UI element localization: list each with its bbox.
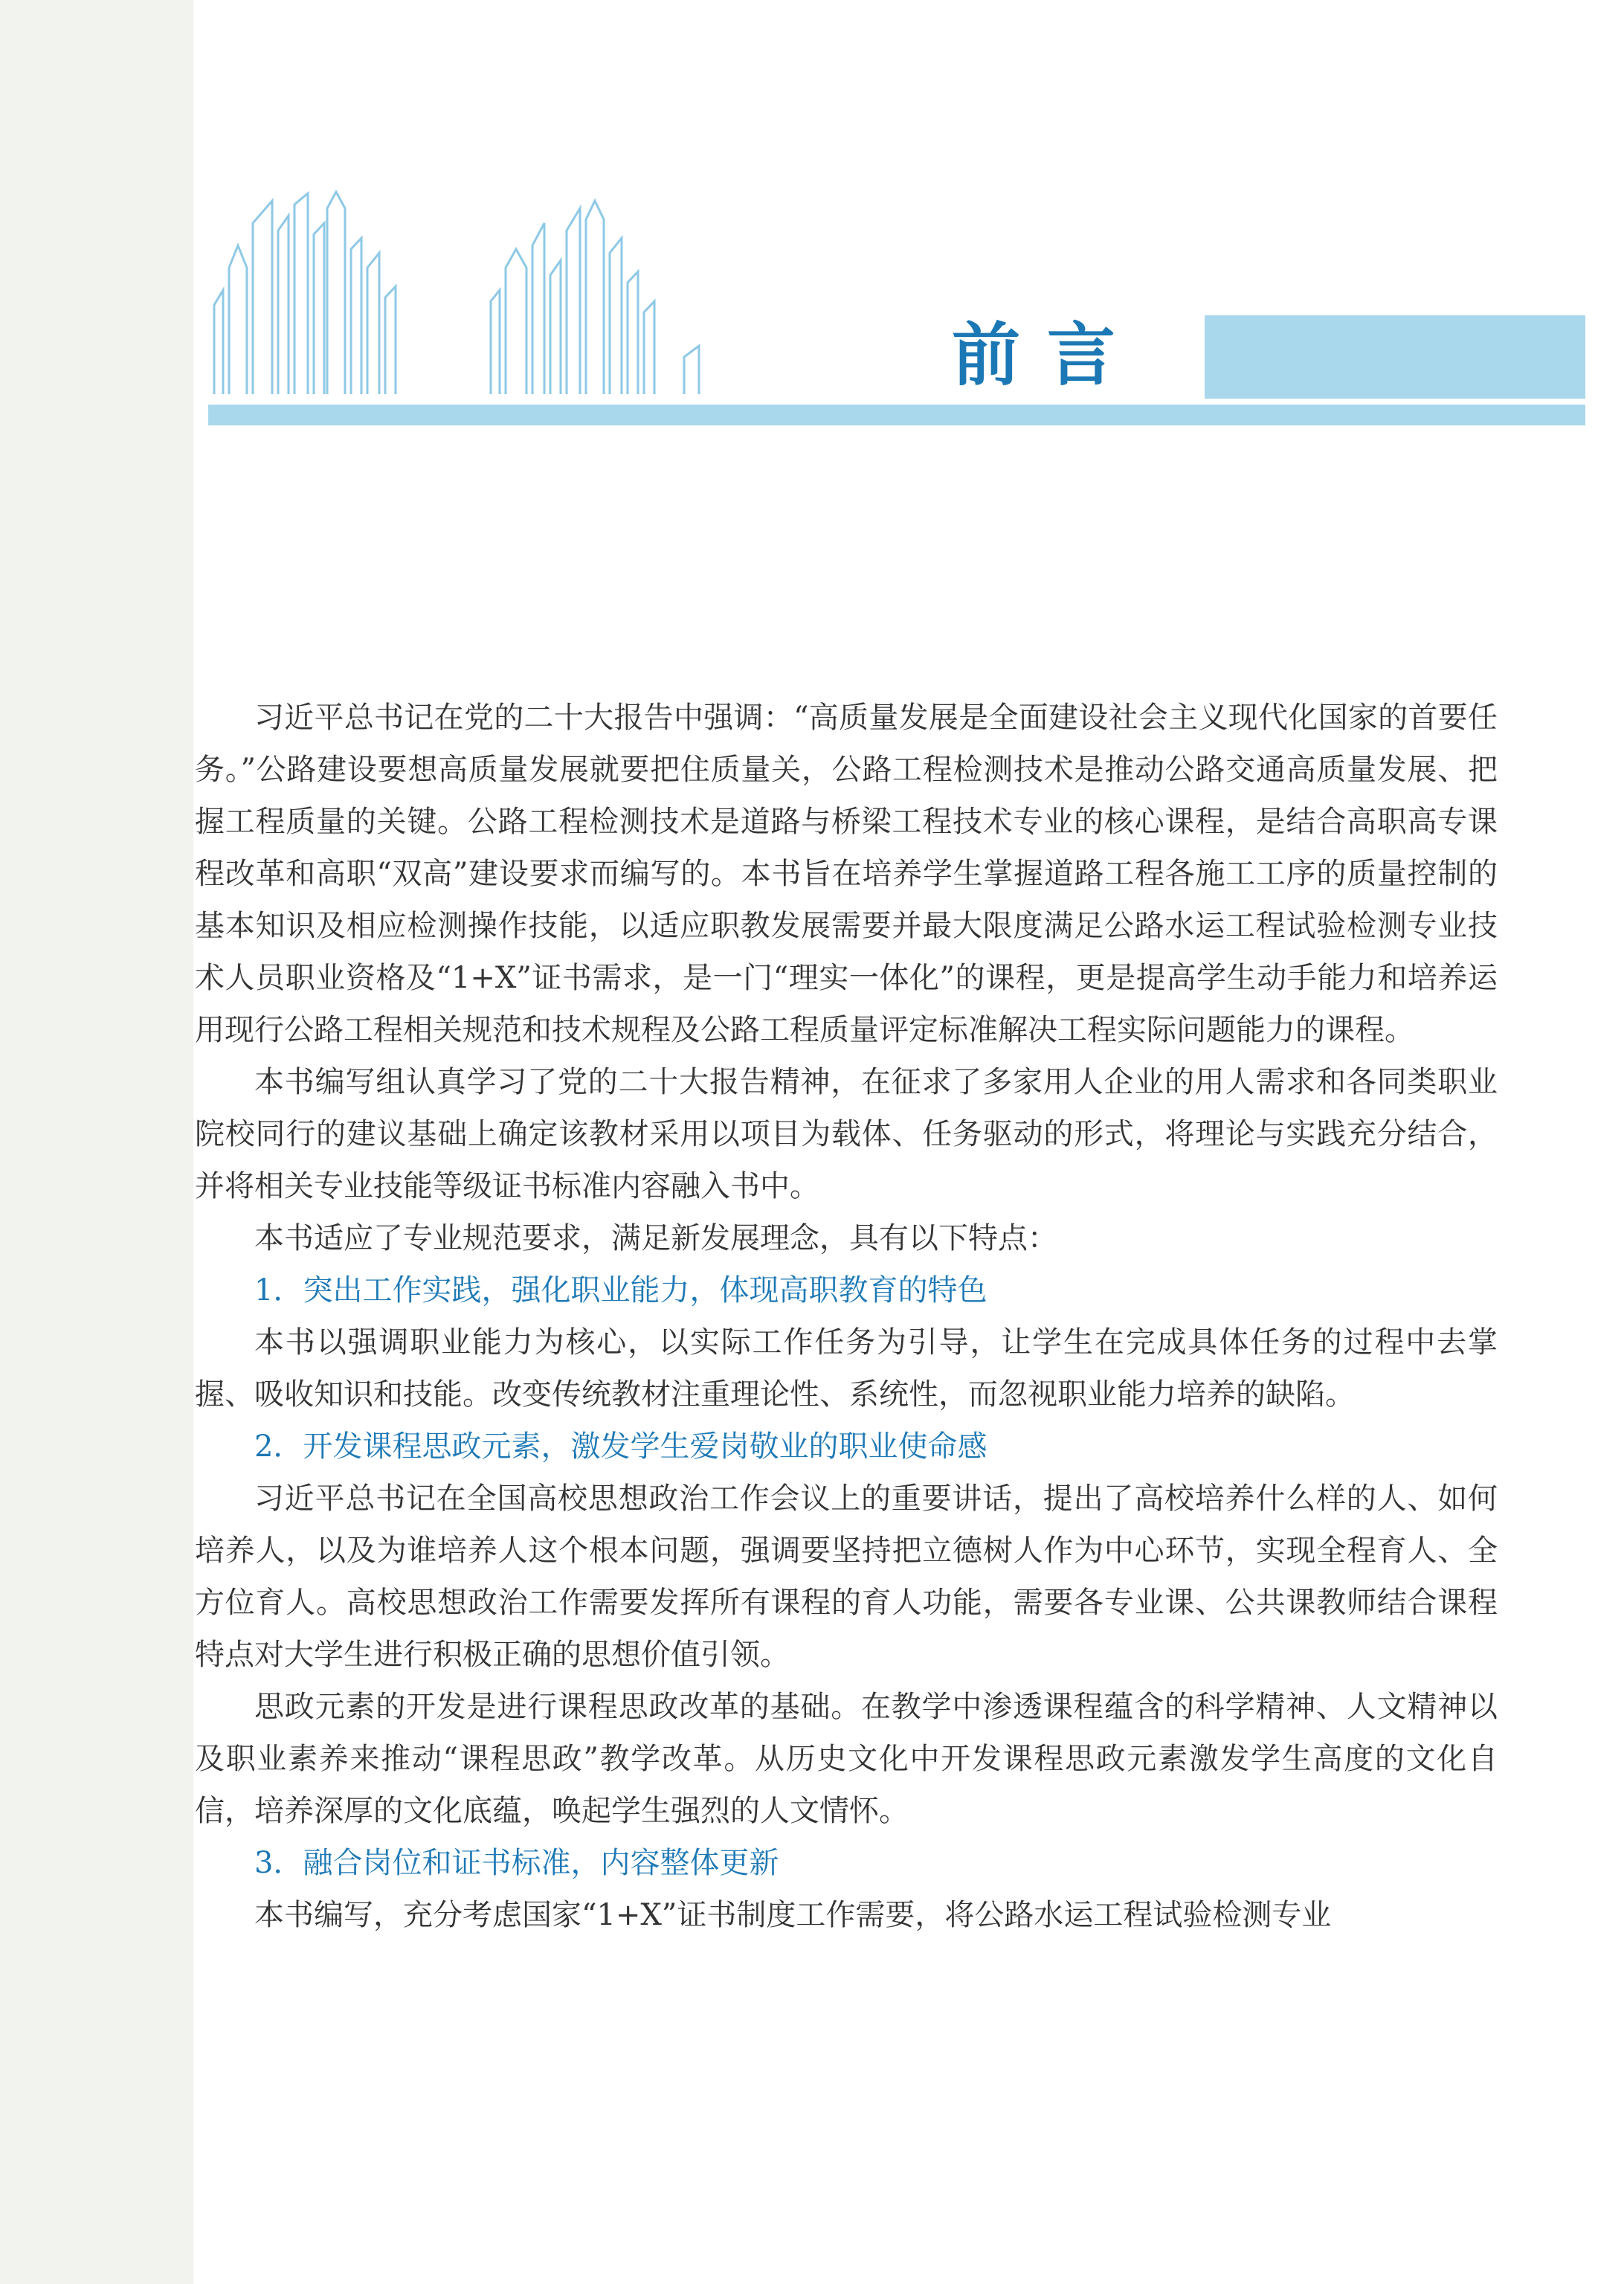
title-band [1205,315,1585,399]
paragraph-4: 本书以强调职业能力为核心，以实际工作任务为引导，让学生在完成具体任务的过程中去掌握、吸收知识和技能。改变传统教材注重理论性、系统性，而忽视职业能力培养的缺陷。 [195,1325,1498,1412]
city-skyline-decoration [208,178,922,402]
paragraph-5: 习近平总书记在全国高校思想政治工作会议上的重要讲话，提出了高校培养什么样的人、如何培养人，以及为谁培养人这个根本问题，强调要坚持把立德树人作为中心环节，实现全程育人、全方位育人。高校思想政治工作需要发挥所有课程的育人功能，需要各专业课、公共课教师结合课程特点对大学生进行积极正确的思想价值引领。 [195,1482,1498,1672]
preface-body [195,692,1498,1941]
paragraph-6: 思政元素的开发是进行课程思政改革的基础。在教学中渗透课程蕴含的科学精神、人文精神以及职业素养来推动“课程思政”教学改革。从历史文化中开发课程思政元素激发学生高度的文化自信，培养深厚的文化底蕴，唤起学生强烈的人文情怀。 [195,1690,1498,1828]
page-title: 前言 [952,315,1143,395]
paragraph-1: 习近平总书记在党的二十大报告中强调：“高质量发展是全面建设社会主义现代化国家的首要任务。”公路建设要想高质量发展就要把住质量关，公路工程检测技术是推动公路交通高质量发展、把握工程质量的关键。公路工程检测技术是道路与桥梁工程技术专业的核心课程，是结合高职高专课程改革和高职“双高”建设要求而编写的。本书旨在培养学生掌握道路工程各施工工序的质量控制的基本知识及相应检测操作技能，以适应职教发展需要并最大限度满足公路水运工程试验检测专业技术人员职业资格及“1+X”证书需求，是一门“理实一体化”的课程，更是提高学生动手能力和培养运用现行公路工程相关规范和技术规程及公路工程质量评定标准解决工程实际问题能力的课程。 [195,701,1498,1047]
section-heading-3: 3．融合岗位和证书标准，内容整体更新 [254,1846,779,1880]
section-heading-1: 1．突出工作实践，强化职业能力，体现高职教育的特色 [254,1273,987,1307]
paragraph-3: 本书适应了专业规范要求，满足新发展理念，具有以下特点： [254,1221,1057,1255]
paragraph-7: 本书编写，充分考虑国家“1+X”证书制度工作需要，将公路水运工程试验检测专业 [254,1898,1332,1932]
header-rule [208,405,1585,425]
section-heading-2: 2．开发课程思政元素，激发学生爱岗敬业的职业使命感 [254,1429,987,1464]
paragraph-2: 本书编写组认真学习了党的二十大报告精神，在征求了多家用人企业的用人需求和各同类职业院校同行的建议基础上确定该教材采用以项目为载体、任务驱动的形式，将理论与实践充分结合，并将相关专业技能等级证书标准内容融入书中。 [195,1065,1498,1203]
